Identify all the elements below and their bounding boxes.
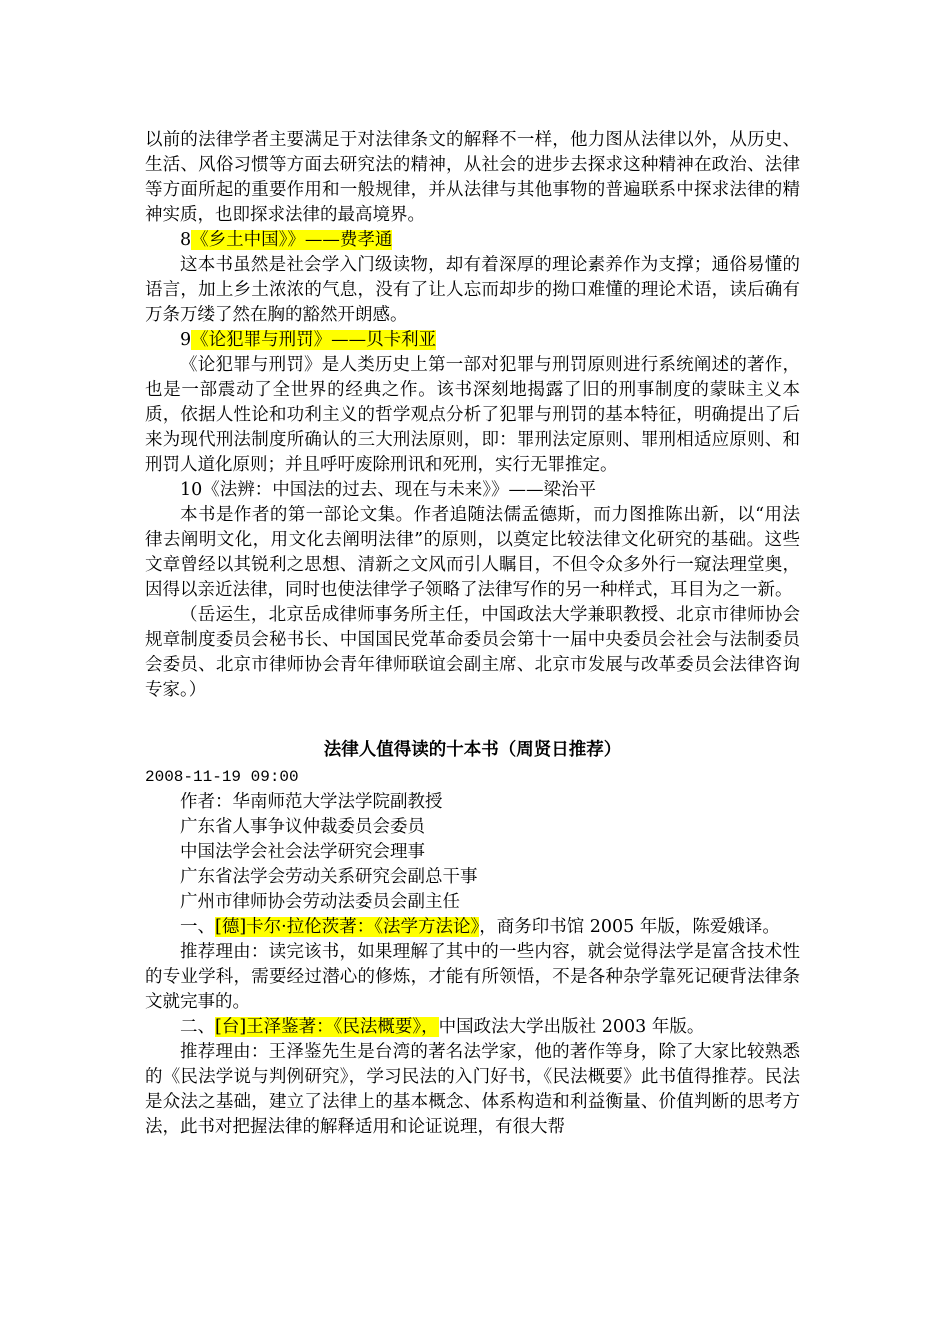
item1-reason: 推荐理由：读完该书，如果理解了其中的一些内容，就会觉得法学是富含技术性的专业学科，需要经过潜心的修炼，才能有所领悟，不是各种杂学靠死记硬背法律条文就完事的。 — [145, 942, 800, 1012]
book9-number: 9 — [180, 330, 192, 350]
item1-prefix: 一、 — [180, 917, 215, 937]
author-line: 作者：华南师范大学法学院副教授 — [180, 792, 443, 812]
intro-paragraph: 以前的法律学者主要满足于对法律条文的解释不一样，他力图从法律以外，从历史、生活、风俗习惯等方面去研究法的精神，从社会的进步去探求这种精神在政治、法律等方面所起的重要作用和一般规律，并从法律与其他事物的普遍联系中探求法律的精神实质，也即探求法律的最高境界。 — [145, 130, 800, 225]
author-line: 广州市律师协会劳动法委员会副主任 — [180, 892, 460, 912]
item1-title: [德]卡尔·拉伦茨著：《法学方法论》 — [215, 917, 480, 937]
book8-heading — [145, 228, 800, 253]
item2-prefix: 二、 — [180, 1017, 215, 1037]
author-line: 中国法学会社会法学研究会理事 — [180, 842, 425, 862]
book10-description: 本书是作者的第一部论文集。作者追随法儒孟德斯，而力图推陈出新，以“用法律去阐明文化，用文化去阐明法律”的原则，以奠定比较法律文化研究的基础。这些文章曾经以其锐利之思想、清新之文风而引人瞩目，不但令众多外行一窥法理堂奥，因得以亲近法律，同时也使法律学子领略了法律写作的另一种样式，耳目为之一新。 — [145, 505, 800, 600]
author-line: 广东省人事争议仲裁委员会委员 — [180, 817, 425, 837]
item2-publisher: 中国政法大学出版社 2003 年版。 — [438, 1017, 705, 1037]
book8-number: 8 — [180, 230, 192, 250]
section-heading: 法律人值得读的十本书（周贤日推荐） — [323, 740, 622, 760]
author-line: 广东省法学会劳动关系研究会副总干事 — [180, 867, 478, 887]
document-page — [145, 128, 800, 1140]
book9-description: 《论犯罪与刑罚》是人类历史上第一部对犯罪与刑罚原则进行系统阐述的著作，也是一部震动了全世界的经典之作。该书深刻地揭露了旧的刑事制度的蒙昧主义本质，依据人性论和功利主义的哲学观点分析了犯罪与刑罚的基本特征，明确提出了后来为现代刑法制度所确认的三大刑法原则，即：罪刑法定原则、罪刑相适应原则、和刑罚人道化原则；并且呼吁废除刑讯和死刑，实行无罪推定。 — [145, 355, 800, 475]
post-date: 2008-11-19 09:00 — [145, 768, 299, 786]
book8-title: 《乡土中国》》——费孝通 — [191, 230, 393, 250]
book9-heading — [145, 328, 800, 353]
book9-title: 《论犯罪与刑罚》——贝卡利亚 — [191, 330, 437, 350]
item2-title: [台]王泽鉴著：《民法概要》， — [215, 1017, 439, 1037]
item1-publisher: ，商务印书馆 2005 年版，陈爱娥译。 — [479, 917, 780, 937]
item2-heading — [145, 1015, 800, 1040]
item1-heading — [145, 915, 800, 940]
book8-description: 这本书虽然是社会学入门级读物，却有着深厚的理论素养作为支撑；通俗易懂的语言，加上乡土浓浓的气息，没有了让人忘而却步的拗口难懂的理论术语，读后确有万条万缕了然在胸的豁然开朗感。 — [145, 255, 800, 325]
author-note: （岳运生，北京岳成律师事务所主任，中国政法大学兼职教授、北京市律师协会规章制度委员会秘书长、中国国民党革命委员会第十一届中央委员会社会与法制委员会委员、北京市律师协会青年律师联谊会副主席、北京市发展与改革委员会法律咨询专家。） — [145, 605, 800, 700]
book10-heading: 10《法辨：中国法的过去、现在与未来》》——梁治平 — [180, 480, 597, 500]
item2-reason: 推荐理由：王泽鉴先生是台湾的著名法学家，他的著作等身，除了大家比较熟悉的《民法学说与判例研究》，学习民法的入门好书，《民法概要》此书值得推荐。民法是众法之基础，建立了法律上的基本概念、体系构造和利益衡量、价值判断的思考方法，此书对把握法律的解释适用和论证说理，有很大帮 — [145, 1042, 800, 1137]
